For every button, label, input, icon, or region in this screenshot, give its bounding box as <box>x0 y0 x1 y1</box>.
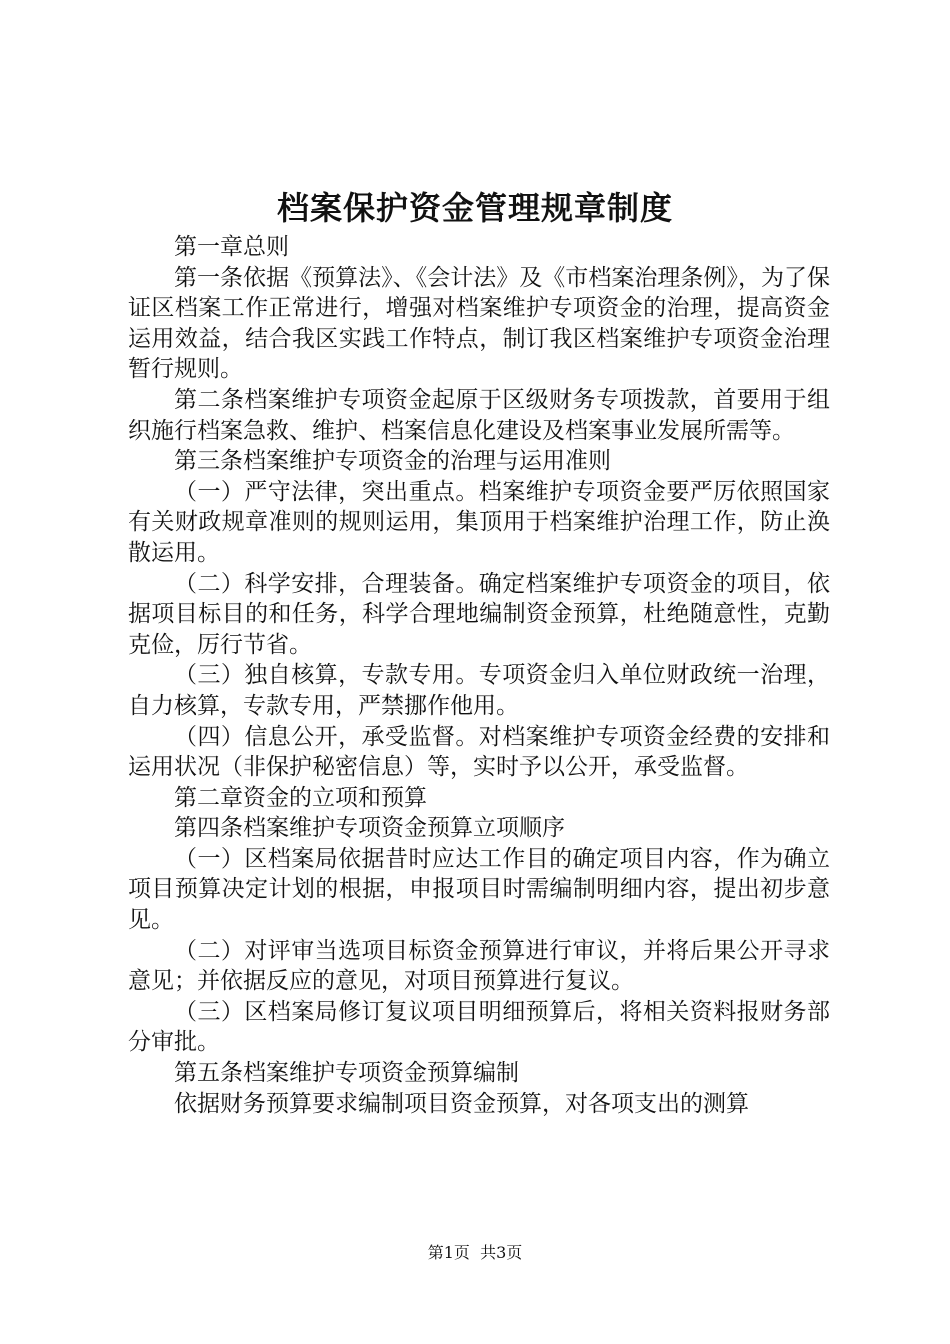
paragraph: （三）区档案局修订复议项目明细预算后，将相关资料报财务部分审批。 <box>128 998 830 1056</box>
paragraph: （三）独自核算，专款专用。专项资金归入单位财政统一治理，自力核算，专款专用，严禁挪作他用。 <box>128 662 830 719</box>
page-number: 第1页 <box>427 1243 470 1262</box>
page-total: 共3页 <box>480 1243 523 1262</box>
paragraph: （二）科学安排，合理装备。确定档案维护专项资金的项目，依据项目标目的和任务，科学合理地编制资金预算，杜绝随意性，克勤克俭，厉行节省。 <box>128 570 830 658</box>
paragraph: 依据财务预算要求编制项目资金预算，对各项支出的测算 <box>174 1090 749 1117</box>
paragraph: （一）区档案局依据昔时应达工作目的确定项目内容，作为确立项目预算决定计划的根据，申报项目时需编制明细内容，提出初步意见。 <box>128 845 830 934</box>
document-title: 档案保护资金管理规章制度 <box>276 189 673 227</box>
paragraph: 第一条依据《预算法》、《会计法》及《市档案治理条例》，为了保证区档案工作正常进行，增强对档案维护专项资金的治理，提高资金运用效益，结合我区实践工作特点，制订我区档案维护专项资金治理暂行规则。 <box>128 264 830 383</box>
chapter-heading: 第二章资金的立项和预算 <box>174 784 427 811</box>
footer-spacer <box>470 1243 480 1262</box>
paragraph: 第三条档案维护专项资金的治理与运用准则 <box>174 448 611 475</box>
paragraph: 第四条档案维护专项资金预算立项顺序 <box>174 815 565 842</box>
chapter-heading: 第一章总则 <box>174 234 289 260</box>
paragraph: （二）对评审当选项目标资金预算进行审议，并将后果公开寻求意见；并依据反应的意见，对项目预算进行复议。 <box>128 937 830 995</box>
paragraph: （一）严守法律，突出重点。档案维护专项资金要严厉依照国家有关财政规章准则的规则运用，集顶用于档案维护治理工作，防止涣散运用。 <box>128 478 830 566</box>
paragraph: 第二条档案维护专项资金起原于区级财务专项拨款，首要用于组织施行档案急救、维护、档案信息化建设及档案事业发展所需等。 <box>128 386 830 444</box>
document-body <box>128 232 830 1119</box>
paragraph: 第五条档案维护专项资金预算编制 <box>174 1060 519 1087</box>
page-footer <box>0 1242 950 1264</box>
paragraph: （四）信息公开，承受监督。对档案维护专项资金经费的安排和运用状况（非保护秘密信息）等，实时予以公开，承受监督。 <box>128 723 830 781</box>
